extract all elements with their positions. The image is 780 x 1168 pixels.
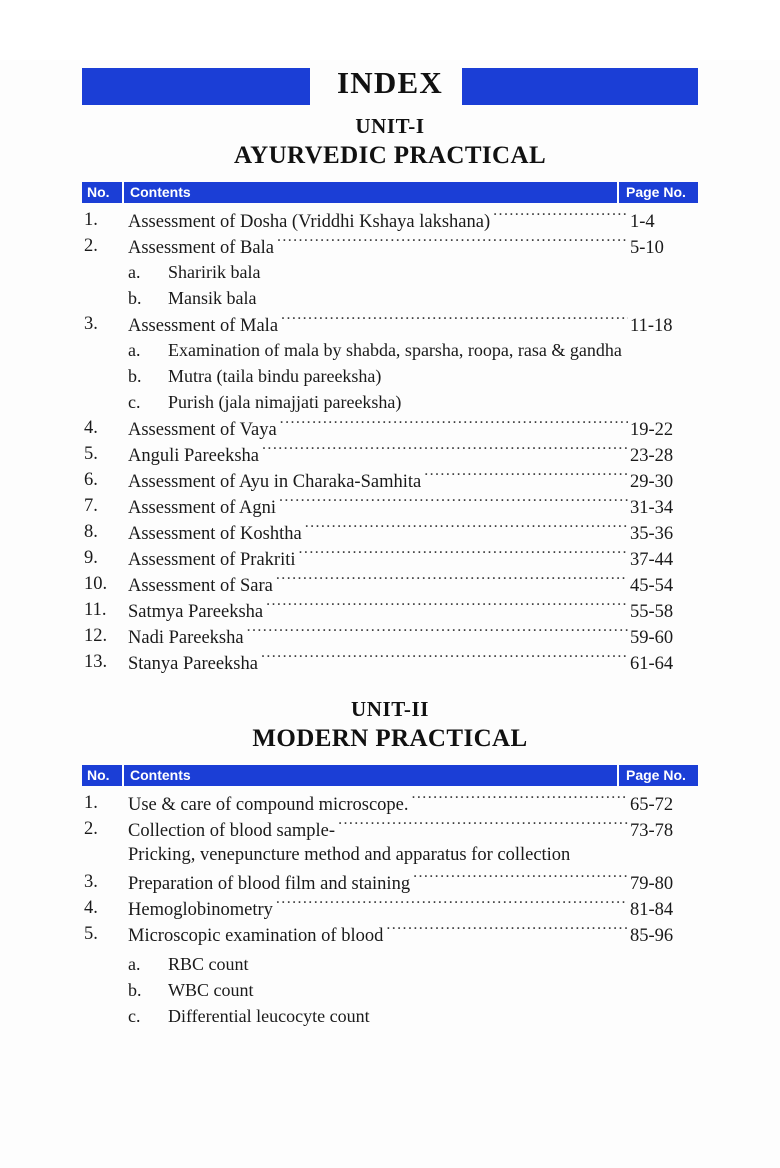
entry-number: 9. — [84, 548, 98, 568]
entry-page: 1-4 — [630, 212, 655, 232]
header-page-label: Page No. — [626, 767, 686, 783]
entry-number: 1. — [84, 793, 98, 813]
entry-page: 23-28 — [630, 446, 674, 466]
toc-entry[interactable] — [82, 790, 698, 816]
page-title: INDEX — [337, 65, 443, 100]
entry-number: 6. — [84, 470, 98, 490]
subentry-text: RBC count — [168, 954, 249, 974]
toc-entry[interactable] — [82, 233, 698, 259]
toc-subentry — [82, 259, 698, 285]
toc-entries-unit2 — [82, 786, 698, 1029]
entry-page: 61-64 — [630, 654, 674, 674]
toc-entry[interactable] — [82, 519, 698, 545]
subentry-text: Mansik bala — [168, 288, 257, 308]
entry-page: 35-36 — [630, 524, 674, 544]
header-no-label: No. — [87, 767, 110, 783]
entry-title: Assessment of Ayu in Charaka-Samhita — [128, 472, 422, 492]
toc-entry[interactable] — [82, 311, 698, 337]
unit-name: MODERN PRACTICAL — [252, 725, 528, 752]
entry-page: 37-44 — [630, 550, 674, 570]
entry-title: Preparation of blood film and staining — [128, 874, 411, 894]
entry-page: 73-78 — [630, 821, 674, 841]
toc-subentry — [82, 951, 698, 977]
entry-number: 2. — [84, 236, 98, 256]
entry-number: 2. — [84, 819, 98, 839]
subentry-letter: c. — [128, 1006, 141, 1026]
entry-number: 4. — [84, 418, 98, 438]
entry-title: Microscopic examination of blood — [128, 926, 384, 946]
header-page-label: Page No. — [626, 184, 686, 200]
dot-leader — [493, 207, 628, 227]
toc-entry[interactable] — [82, 441, 698, 467]
entry-page: 31-34 — [630, 498, 674, 518]
toc-entry[interactable] — [82, 816, 698, 842]
entry-title: Use & care of compound microscope. — [128, 795, 409, 815]
toc-subentry — [82, 337, 698, 363]
header-separator-2 — [617, 182, 619, 203]
subentry-letter: b. — [128, 288, 142, 308]
entry-page: 45-54 — [630, 576, 674, 596]
subentry-letter: a. — [128, 954, 141, 974]
subentry-text: Sharirik bala — [168, 262, 261, 282]
entry-number: 4. — [84, 898, 98, 918]
dot-leader — [412, 790, 629, 810]
entry-page: 11-18 — [630, 316, 673, 336]
toc-subentry — [82, 363, 698, 389]
entry-title: Assessment of Mala — [128, 316, 279, 336]
toc-entries-unit1 — [82, 203, 698, 675]
entry-page: 81-84 — [630, 900, 674, 920]
toc-subentry — [82, 1003, 698, 1029]
entry-page: 65-72 — [630, 795, 674, 815]
dot-leader — [424, 467, 628, 487]
dot-leader — [299, 545, 628, 565]
header-contents-label: Contents — [130, 184, 191, 200]
subentry-letter: c. — [128, 392, 141, 412]
entry-title: Assessment of Dosha (Vriddhi Kshaya lakshana) — [128, 212, 491, 232]
subentry-text: Differential leucocyte count — [168, 1006, 370, 1026]
entry-title: Assessment of Agni — [128, 498, 276, 518]
toc-entry-continuation — [82, 842, 698, 869]
unit-label: UNIT-II — [350, 697, 430, 721]
entry-number: 1. — [84, 210, 98, 230]
entry-title: Assessment of Vaya — [128, 420, 277, 440]
entry-page: 5-10 — [630, 238, 664, 258]
subentry-letter: a. — [128, 262, 141, 282]
dot-leader — [261, 649, 628, 669]
entry-page: 59-60 — [630, 628, 674, 648]
entry-number: 11. — [84, 600, 107, 620]
subentry-letter: a. — [128, 340, 141, 360]
dot-leader — [262, 441, 628, 461]
dot-leader — [281, 311, 628, 331]
dot-leader — [386, 921, 628, 941]
entry-title: Assessment of Sara — [128, 576, 273, 596]
toc-entry[interactable] — [82, 895, 698, 921]
dot-leader — [279, 493, 628, 513]
toc-header-row-unit1 — [82, 182, 698, 203]
toc-subentry — [82, 977, 698, 1003]
toc-entry[interactable] — [82, 207, 698, 233]
dot-leader — [247, 623, 628, 643]
entry-title: Satmya Pareeksha — [128, 602, 264, 622]
subentry-letter: b. — [128, 980, 142, 1000]
subentry-text: Mutra (taila bindu pareeksha) — [168, 366, 382, 386]
entry-page: 29-30 — [630, 472, 674, 492]
continuation-text: Pricking, venepuncture method and apparatus for collection — [128, 845, 571, 865]
dot-leader — [276, 571, 628, 591]
unit-name: AYURVEDIC PRACTICAL — [233, 142, 547, 169]
header-separator-2 — [617, 765, 619, 786]
toc-header-row-unit2 — [82, 765, 698, 786]
entry-page: 55-58 — [630, 602, 674, 622]
entry-title: Anguli Pareeksha — [128, 446, 260, 466]
entry-page: 79-80 — [630, 874, 674, 894]
toc-entry[interactable] — [82, 623, 698, 649]
dot-leader — [280, 415, 628, 435]
index-page — [0, 60, 780, 1168]
subentry-letter: b. — [128, 366, 142, 386]
toc-entry[interactable] — [82, 415, 698, 441]
index-title-band — [0, 60, 780, 108]
dot-leader — [413, 869, 628, 889]
unit-section-2 — [0, 697, 780, 1029]
header-no-label: No. — [87, 184, 110, 200]
entry-title: Collection of blood sample- — [128, 821, 336, 841]
entry-number: 8. — [84, 522, 98, 542]
entry-number: 5. — [84, 444, 98, 464]
entry-number: 13. — [84, 652, 108, 672]
toc-entry[interactable] — [82, 649, 698, 675]
entry-number: 7. — [84, 496, 98, 516]
entry-title: Assessment of Koshtha — [128, 524, 302, 544]
toc-entry[interactable] — [82, 869, 698, 895]
header-separator-1 — [122, 182, 124, 203]
toc-entry[interactable] — [82, 467, 698, 493]
dot-leader — [305, 519, 628, 539]
entry-number: 5. — [84, 924, 98, 944]
dot-leader — [338, 816, 628, 836]
entry-title: Nadi Pareeksha — [128, 628, 244, 648]
toc-entry[interactable] — [82, 545, 698, 571]
entry-title: Assessment of Prakriti — [128, 550, 296, 570]
dot-leader — [266, 597, 628, 617]
entry-page: 85-96 — [630, 926, 674, 946]
header-contents-label: Contents — [130, 767, 191, 783]
toc-entry[interactable] — [82, 597, 698, 623]
toc-subentry — [82, 285, 698, 311]
subentry-text: Examination of mala by shabda, sparsha, roopa, rasa & gandha — [168, 340, 622, 360]
dot-leader — [277, 233, 628, 253]
toc-subentry — [82, 389, 698, 415]
entry-number: 10. — [84, 574, 108, 594]
dot-leader — [276, 895, 628, 915]
subentry-text: Purish (jala nimajjati pareeksha) — [168, 392, 402, 412]
unit-section-1 — [0, 114, 780, 675]
entry-title: Stanya Pareeksha — [128, 654, 258, 674]
unit-label: UNIT-I — [355, 114, 425, 138]
entry-title: Hemoglobinometry — [128, 900, 273, 920]
entry-number: 3. — [84, 872, 98, 892]
subentry-text: WBC count — [168, 980, 254, 1000]
header-separator-1 — [122, 765, 124, 786]
entry-number: 3. — [84, 314, 98, 334]
entry-title: Assessment of Bala — [128, 238, 274, 258]
toc-entry[interactable] — [82, 921, 698, 947]
toc-entry[interactable] — [82, 493, 698, 519]
entry-page: 19-22 — [630, 420, 674, 440]
toc-entry[interactable] — [82, 571, 698, 597]
entry-number: 12. — [84, 626, 108, 646]
